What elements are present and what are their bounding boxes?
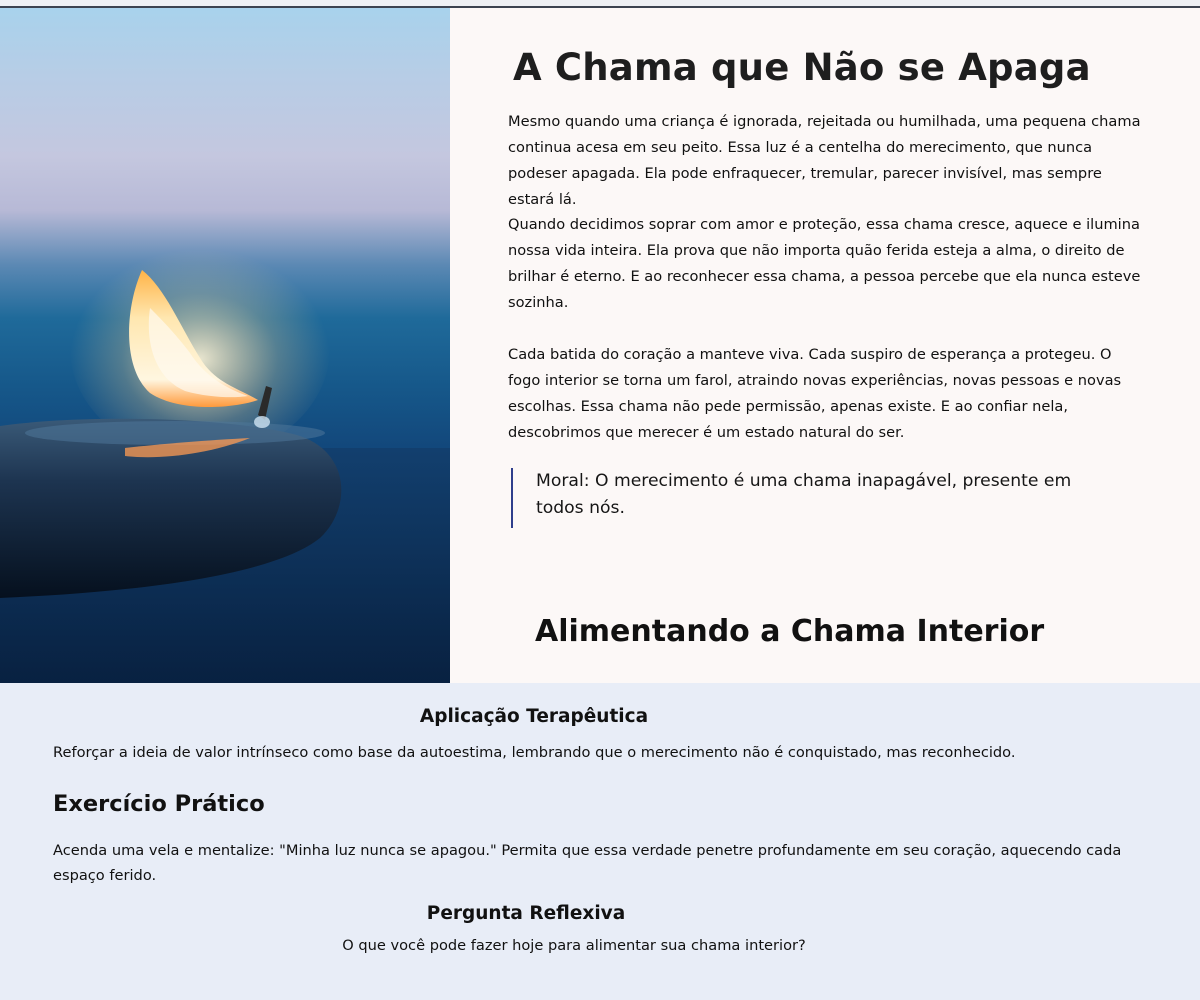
- question-heading: Pergunta Reflexiva: [426, 903, 626, 924]
- top-border: [0, 0, 1200, 8]
- application-heading: Aplicação Terapêutica: [419, 706, 649, 727]
- question-text: O que você pode fazer hoje para alimentar sua chama interior?: [342, 937, 806, 954]
- story-paragraph-2: Quando decidimos soprar com amor e proteção, essa chama cresce, aquece e ilumina nossa vida inteira. Ela prova que não importa quão ferida esteja a alma, o direito de brilhar é eterno. E ao reconhecer essa chama, a pessoa percebe que ela nunca esteve sozinha.: [508, 216, 1141, 311]
- story-paragraph-3: Cada batida do coração a manteve viva. Cada suspiro de esperança a protegeu. O fogo interior se torna um farol, atraindo novas experiências, novas pessoas e novas escolhas. Essa chama não pede permissão, apenas existe. E ao confiar nela, descobrimos que merecer é um estado natural do ser.: [508, 346, 1122, 441]
- moral-text: Moral: O merecimento é uma chama inapagável, presente em todos nós.: [536, 471, 1072, 518]
- exercise-section: [0, 683, 1200, 1000]
- section-subtitle: Alimentando a Chama Interior: [535, 614, 1045, 649]
- application-text: Reforçar a ideia de valor intrínseco como base da autoestima, lembrando que o merecimento não é conquistado, mas reconhecido.: [53, 744, 1016, 761]
- wax-drop: [254, 416, 270, 428]
- exercise-text: Acenda uma vela e mentalize: "Minha luz nunca se apagou." Permita que essa verdade penetre profundamente em seu coração, aquecendo cada espaço ferido.: [53, 842, 1122, 884]
- exercise-heading: Exercício Prático: [53, 791, 265, 817]
- story-panel: [450, 8, 1200, 683]
- stone-highlight: [25, 421, 325, 445]
- moral-quote: [511, 468, 1091, 528]
- candle-illustration: [0, 8, 450, 683]
- hero-section: [0, 8, 1200, 683]
- candle-stone-image: [0, 8, 450, 683]
- page-title: A Chama que Não se Apaga: [513, 46, 1091, 89]
- story-paragraph-1: Mesmo quando uma criança é ignorada, rejeitada ou humilhada, uma pequena chama continua acesa em seu peito. Essa luz é a centelha do merecimento, que nunca podeser apagada. Ela pode enfraquecer, tremular, parecer invisível, mas sempre estará lá.: [508, 113, 1141, 208]
